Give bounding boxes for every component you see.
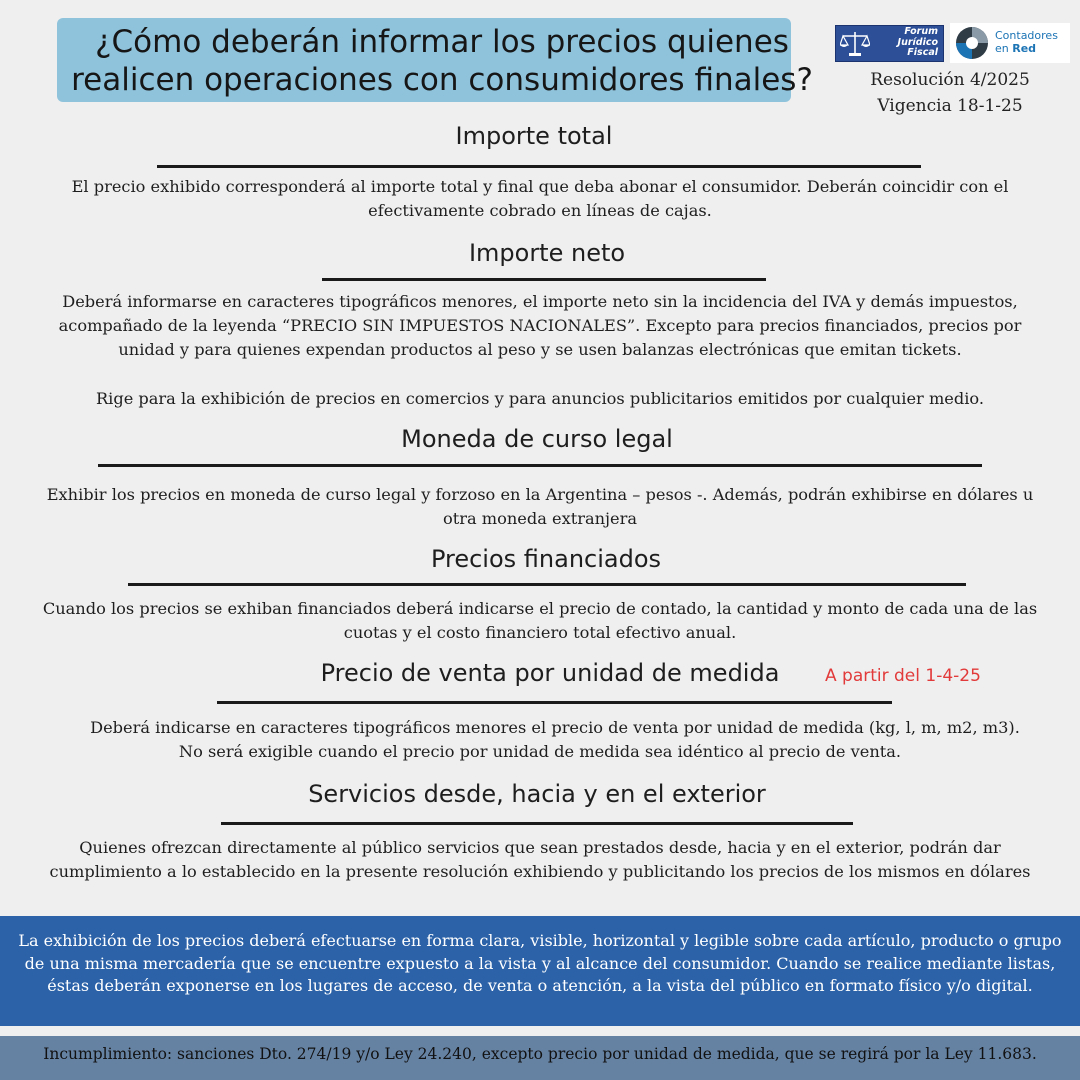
section-body-unidad-medida-note: No será exigible cuando el precio por unidad de medida sea idéntico al precio de venta.	[178, 742, 902, 761]
section-title-servicios-exterior: Servicios desde, hacia y en el exterior	[308, 780, 766, 808]
sanctions-text: Incumplimiento: sanciones Dto. 274/19 y/o Ley 24.240, excepto precio por unidad de medida, que se regirá por la Ley 11.683.	[43, 1045, 1037, 1063]
forum-juridico-fiscal-logo	[835, 25, 944, 62]
section-divider	[217, 701, 892, 704]
forum-logo-line1: Forum	[904, 26, 938, 37]
display-requirements-text: La exhibición de los precios deberá efectuarse en forma clara, visible, horizontal y legible sobre cada artículo, producto o grupo de una misma mercadería que se encuentre expuesto a la vista y al alcance del consumidor. Cuando se realice mediante listas, éstas deberán exponerse en los lugares de acceso, de venta o atención, a la vista del público en formato físico y/o digital.	[18, 931, 1062, 995]
aperture-icon	[955, 26, 989, 60]
resolution-number: Resolución 4/2025	[870, 70, 1030, 90]
effective-date-badge: A partir del 1-4-25	[825, 666, 981, 686]
section-body-moneda: Exhibir los precios en moneda de curso legal y forzoso en la Argentina – pesos -. Además, podrán exhibirse en dólares u otra moneda extranjera	[46, 485, 1034, 528]
contadores-logo-line2b: Red	[1012, 42, 1037, 55]
section-divider	[128, 583, 966, 586]
forum-logo-line3: Fiscal	[907, 47, 938, 58]
section-divider	[157, 165, 921, 168]
section-divider	[221, 822, 853, 825]
section-body-importe-neto: Deberá informarse en caracteres tipográficos menores, el importe neto sin la incidencia del IVA y demás impuestos, acompañado de la leyenda “PRECIO SIN IMPUESTOS NACIONALES”. Excepto para precios financiados, precios por unidad y para quienes expendan productos al peso y se usen balanzas electrónicas que emitan tickets.	[58, 292, 1022, 359]
forum-logo-line2: Jurídico	[897, 36, 938, 48]
page-title: ¿Cómo deberán informar los precios quienes realicen operaciones con consumidores finales?	[71, 24, 813, 98]
section-title-precios-financiados: Precios financiados	[430, 545, 662, 573]
validity-date: Vigencia 18-1-25	[877, 96, 1023, 116]
contadores-logo-line1: Contadores	[995, 29, 1058, 42]
section-title-importe-total: Importe total	[455, 122, 613, 150]
section-title-moneda: Moneda de curso legal	[401, 425, 673, 453]
section-body-importe-neto-note: Rige para la exhibición de precios en comercios y para anuncios publicitarios emitidos por cualquier medio.	[95, 389, 985, 408]
contadores-en-red-logo	[950, 23, 1070, 63]
section-body-servicios-exterior: Quienes ofrezcan directamente al público servicios que sean prestados desde, hacia y en el exterior, podrán dar cumplimiento a lo establecido en la presente resolución exhibiendo y publicitando los precios de los mismos en dólares	[49, 838, 1031, 881]
scale-of-justice-icon	[840, 29, 870, 58]
section-title-importe-neto: Importe neto	[468, 239, 626, 267]
section-body-unidad-medida: Deberá indicarse en caracteres tipográficos menores el precio de venta por unidad de medida (kg, l, m, m2, m3).	[90, 718, 1020, 737]
section-divider	[98, 464, 982, 467]
section-title-unidad-medida: Precio de venta por unidad de medida	[320, 659, 780, 687]
section-body-importe-total: El precio exhibido corresponderá al importe total y final que deba abonar el consumidor. Deberán coincidir con el efectivamente cobrado en líneas de cajas.	[71, 177, 1009, 220]
contadores-logo-line2a: en	[995, 42, 1013, 55]
section-body-precios-financiados: Cuando los precios se exhiban financiados deberá indicarse el precio de contado, la cantidad y monto de cada una de las cuotas y el costo financiero total efectivo anual.	[42, 599, 1038, 642]
section-divider	[322, 278, 766, 281]
